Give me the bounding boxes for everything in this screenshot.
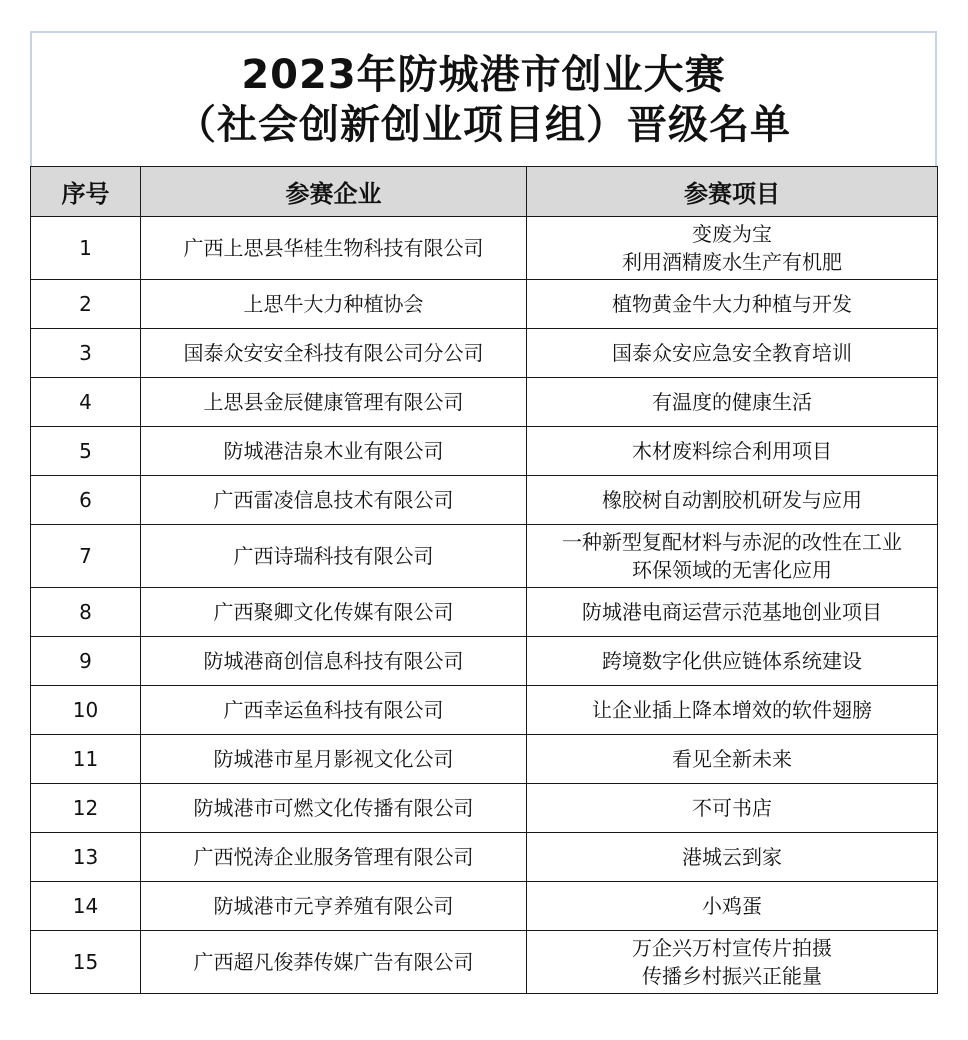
project-cell	[527, 784, 938, 833]
project-cell	[527, 735, 938, 784]
company-cell: 防城港洁泉木业有限公司	[141, 427, 527, 476]
page-subtitle: （社会创新创业项目组）晋级名单	[176, 101, 791, 148]
table-row	[31, 637, 938, 686]
header-company: 参赛企业	[141, 167, 527, 217]
serial-number-cell: 5	[31, 427, 141, 476]
company-cell: 广西幸运鱼科技有限公司	[141, 686, 527, 735]
company-cell: 国泰众安安全科技有限公司分公司	[141, 329, 527, 378]
project-cell	[527, 833, 938, 882]
company-cell: 防城港市星月影视文化公司	[141, 735, 527, 784]
table-row	[31, 686, 938, 735]
serial-number-cell: 15	[31, 931, 141, 994]
table-row	[31, 882, 938, 931]
company-cell: 广西上思县华桂生物科技有限公司	[141, 217, 527, 280]
project-line: 看见全新未来	[672, 747, 792, 771]
table-row	[31, 476, 938, 525]
serial-number-cell: 8	[31, 588, 141, 637]
serial-number-cell: 1	[31, 217, 141, 280]
project-cell	[527, 476, 938, 525]
table-row	[31, 833, 938, 882]
company-cell: 广西悦涛企业服务管理有限公司	[141, 833, 527, 882]
project-line: 木材废料综合利用项目	[632, 439, 832, 463]
project-line: 传播乡村振兴正能量	[642, 964, 822, 988]
table-row	[31, 735, 938, 784]
serial-number-cell: 2	[31, 280, 141, 329]
project-cell	[527, 329, 938, 378]
project-line: 不可书店	[692, 796, 772, 820]
table-row	[31, 784, 938, 833]
award-list-sheet	[30, 31, 937, 994]
project-cell	[527, 686, 938, 735]
company-cell: 防城港市可燃文化传播有限公司	[141, 784, 527, 833]
company-cell: 防城港商创信息科技有限公司	[141, 637, 527, 686]
table-body	[31, 217, 938, 994]
serial-number-cell: 10	[31, 686, 141, 735]
serial-number-cell: 12	[31, 784, 141, 833]
project-cell	[527, 217, 938, 280]
project-line: 有温度的健康生活	[652, 390, 812, 414]
project-line: 防城港电商运营示范基地创业项目	[582, 600, 882, 624]
page-title: 2023年防城港市创业大赛	[241, 51, 726, 98]
table-row	[31, 931, 938, 994]
company-cell: 广西超凡俊莽传媒广告有限公司	[141, 931, 527, 994]
table-row	[31, 280, 938, 329]
company-cell: 广西雷凌信息技术有限公司	[141, 476, 527, 525]
project-cell	[527, 637, 938, 686]
company-cell: 防城港市元亨养殖有限公司	[141, 882, 527, 931]
table-row	[31, 329, 938, 378]
serial-number-cell: 4	[31, 378, 141, 427]
project-line: 植物黄金牛大力种植与开发	[612, 292, 852, 316]
project-line: 万企兴万村宣传片拍摄	[632, 936, 832, 960]
serial-number-cell: 13	[31, 833, 141, 882]
table-row	[31, 588, 938, 637]
company-cell: 广西聚卿文化传媒有限公司	[141, 588, 527, 637]
header-serial-number: 序号	[31, 167, 141, 217]
project-cell	[527, 280, 938, 329]
project-cell	[527, 427, 938, 476]
serial-number-cell: 7	[31, 525, 141, 588]
table-row	[31, 525, 938, 588]
table-row	[31, 378, 938, 427]
company-cell: 上思牛大力种植协会	[141, 280, 527, 329]
serial-number-cell: 6	[31, 476, 141, 525]
project-line: 港城云到家	[682, 845, 782, 869]
serial-number-cell: 9	[31, 637, 141, 686]
project-line: 变废为宝	[692, 222, 772, 246]
serial-number-cell: 14	[31, 882, 141, 931]
project-cell	[527, 525, 938, 588]
project-line: 跨境数字化供应链体系统建设	[602, 649, 862, 673]
project-line: 小鸡蛋	[702, 894, 762, 918]
table-row	[31, 217, 938, 280]
project-line: 环保领域的无害化应用	[632, 558, 832, 582]
table-header-row	[31, 167, 938, 217]
serial-number-cell: 11	[31, 735, 141, 784]
project-line: 利用酒精废水生产有机肥	[622, 250, 842, 274]
serial-number-cell: 3	[31, 329, 141, 378]
project-line: 一种新型复配材料与赤泥的改性在工业	[562, 530, 902, 554]
table-row	[31, 427, 938, 476]
project-cell	[527, 378, 938, 427]
header-project: 参赛项目	[527, 167, 938, 217]
company-cell: 广西诗瑞科技有限公司	[141, 525, 527, 588]
project-cell	[527, 882, 938, 931]
project-cell	[527, 588, 938, 637]
project-cell	[527, 931, 938, 994]
finalists-table	[30, 166, 938, 994]
project-line: 国泰众安应急安全教育培训	[612, 341, 852, 365]
project-line: 让企业插上降本增效的软件翅膀	[592, 698, 872, 722]
project-line: 橡胶树自动割胶机研发与应用	[602, 488, 862, 512]
title-block	[30, 31, 937, 166]
company-cell: 上思县金辰健康管理有限公司	[141, 378, 527, 427]
